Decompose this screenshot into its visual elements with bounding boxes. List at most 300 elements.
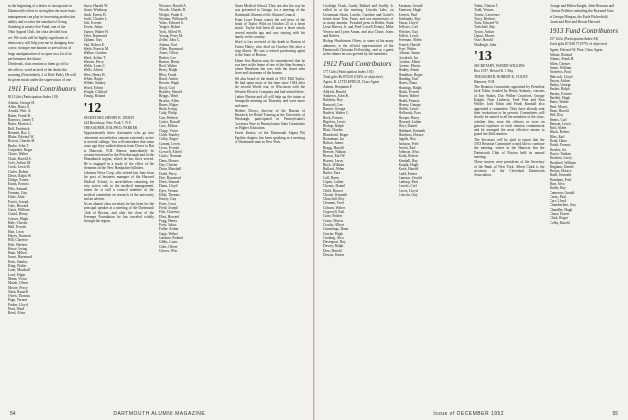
list-item: Everett, Paul	[398, 12, 418, 17]
list-item: Greene, Morris	[398, 64, 421, 69]
list-item: Bell, Roy	[549, 113, 564, 118]
page-number: 54	[10, 411, 16, 417]
list-item: Colby, Roger	[159, 137, 179, 142]
list-item: Fogg, Henry	[159, 218, 178, 223]
list-item: Webb, Louis C.	[83, 64, 106, 69]
list-item: Yates, Edward S.	[159, 21, 184, 26]
list-item: Wood, Edwin	[83, 85, 104, 90]
list-item: Hubbard, Kenneth	[398, 128, 426, 133]
list-item: Crane, Morris	[323, 218, 344, 223]
list-item: Upham, Guy	[83, 38, 103, 43]
list-item: Curtis, Norman	[159, 154, 182, 159]
list-item: Dewey, Ralph	[323, 244, 344, 249]
list-item: Boardman, Ira	[323, 137, 344, 142]
page-number: 55	[612, 411, 618, 417]
list-item: Chase, Ernest	[549, 212, 570, 217]
list-item: Hooper, Harry	[398, 115, 420, 120]
list-item: Young, Perry M.	[159, 34, 183, 39]
list-item: Carr, Lloyd	[549, 199, 567, 204]
list-item: Baker, Frank R.	[8, 113, 31, 118]
left-col-3	[159, 4, 230, 406]
list-item: Cross, Everett	[159, 145, 180, 150]
text-line: TREASURER, ROBERT K. COLBY	[474, 74, 529, 79]
list-item: Moore, Percy	[8, 285, 28, 290]
list-item: Allen, Raymond	[159, 46, 183, 51]
list-item: Frost, Julius	[159, 223, 177, 228]
list-item: Carter, Russell	[159, 120, 181, 125]
list-item: Bigelow, Lewis	[323, 119, 346, 124]
list-item: Owen, Thomas	[8, 294, 30, 299]
list-item: Brown, Charles H.	[8, 139, 35, 144]
list-item: Boyd, Carl	[159, 85, 175, 90]
list-item: Bishop, Ralph	[323, 124, 344, 129]
list-item: Adams, Benjamin F.	[323, 85, 353, 90]
list-item: Bennett, Roy C.	[8, 130, 32, 135]
list-item: Giles, Oliver	[159, 244, 178, 249]
list-item: Downs, Ernest	[323, 253, 345, 258]
list-item: Cone, Robert	[323, 214, 343, 219]
fund-heading-1912: 1912 Fund Contributors	[323, 59, 392, 68]
list-item: Hunt, Milton	[8, 251, 27, 256]
list-item: Gibbs, Louis	[159, 240, 178, 245]
list-item: Fuller, Arthur	[159, 227, 179, 232]
list-item: Ames, Oliver	[159, 51, 179, 56]
agent-block	[550, 42, 621, 52]
list-item: Farrar, Lloyd	[398, 21, 418, 26]
list-item: Barton, Henry	[159, 59, 180, 64]
list-item: Yeager, Robert	[159, 25, 181, 30]
list-item: Wooster, Harold A.	[159, 4, 187, 8]
list-item: Hall, Everett	[8, 225, 27, 230]
text-line: As an alumni class secretary he has been for the principal speaker at a meeting of the Dartmouth Club of Boston, and after the close of the Freeman Foundation he has traveled widely through the region.	[83, 202, 154, 224]
list-item: Allen, Chester	[549, 61, 571, 66]
list-item: Gage, Walter	[159, 231, 178, 236]
list-item: Lane, Marshall	[8, 268, 30, 273]
list-item: Keith, Robert	[398, 154, 419, 159]
list-item: Leavitt, Carl	[398, 184, 417, 189]
list-item: French, Harold	[398, 42, 421, 47]
text-line: Hanover, N.H.	[474, 79, 496, 84]
list-item: Doe, Raymond	[159, 175, 181, 180]
list-item: Woods, Charles D.	[159, 8, 187, 13]
list-item: Bates, Morton L.	[8, 122, 33, 127]
list-item: Tuck, Edward W.	[474, 21, 500, 26]
list-item: Dodd, Percy	[159, 171, 177, 176]
text-line: Total gifts $6,870.00 (104% of objective)	[323, 74, 383, 79]
list-item: Burns, Edgar	[159, 102, 178, 107]
list-item: Graves, Hugh	[8, 216, 28, 221]
list-item: Conant, Lewis	[159, 141, 180, 146]
list-item: Jewett, Earl	[398, 145, 416, 150]
list-item: Lathrop, Paul	[398, 180, 419, 185]
list-item: Aldrich, Harold	[323, 89, 346, 94]
text-line: Agent, Edward W. Pine, Class Agent	[549, 47, 603, 52]
text-line: Word is fort received of the death in Boston of Ernest Haley, who died on October 6th after a long illness. He was a retired purchasing agent of the State of Boston.	[234, 40, 305, 58]
list-item: Hutchins, Horace	[398, 132, 424, 137]
text-line: at George Morgan, the Earle Bickerfield,	[549, 14, 609, 19]
list-item: Estes, Leon	[159, 201, 176, 206]
list-item: Bryant, Leroy	[323, 158, 344, 163]
text-line: ability and so raise the standard of living.	[8, 19, 68, 24]
left-col-4	[235, 4, 306, 406]
list-item: Cutler, Robert	[8, 169, 29, 174]
list-item: Brown, Earl W.	[323, 154, 346, 159]
list-item: Bacon, Arthur	[549, 78, 570, 83]
list-item: Parker, Lloyd	[8, 302, 28, 307]
text-line: Agent, R. LITTLEFIELD, Class Agent	[323, 80, 380, 85]
class-year-heading: '13	[474, 48, 492, 64]
list-item: Bates, Walter	[549, 100, 569, 105]
list-item: Knox, Harold	[398, 167, 419, 172]
list-item: Carpenter, Roger	[8, 148, 33, 153]
class-notes	[323, 4, 394, 57]
fund-heading-1911: 1911 Fund Contributors	[8, 85, 76, 94]
list-item: Black, Robert	[549, 130, 570, 135]
list-item: Cushing, Alva	[323, 235, 344, 240]
text-line: These seniors were presidents of the Secretary of the Bank of New York. Albert Clark is the secretary of the Cleveland Dartmouth Association.	[474, 160, 545, 178]
list-item: Crosby, Albert	[323, 222, 344, 227]
list-item: Stark, Ernest D.	[83, 12, 107, 17]
list-item: Johnson, Alva	[398, 150, 419, 155]
text-line: Luther Burton and all will help up the trains at Annapolis meeting on Thursday and were more and more.	[234, 94, 305, 108]
list-item: Field, Joseph	[159, 205, 178, 210]
text-line: Grant and Bert and Bexon Harvard.	[549, 19, 601, 24]
list-item: Tyson, Arthur	[474, 29, 494, 34]
list-item: Bartlett, Walter C.	[323, 111, 350, 116]
list-item: West, Henry B.	[83, 72, 106, 77]
list-item: Bowen, Hugh	[159, 81, 179, 86]
list-item: Hobbs, Lewis	[398, 107, 419, 112]
list-item: Clark, Harold S.	[8, 156, 32, 161]
list-item: Ingalls, Roy	[398, 137, 417, 142]
list-item: Babcock, Lloyd	[549, 74, 573, 79]
text-line: TREASURER, RALPH D. PARKER	[83, 126, 138, 131]
list-item: Gates, William	[8, 208, 30, 213]
list-item: Barker, Ralph	[549, 87, 570, 92]
left-footer	[10, 411, 303, 417]
list-item: Dow, Harold	[323, 248, 342, 253]
text-line: Herbert Drews, director of the Bureau of Research for Retail Training at the University of Pittsburgh, participated in Pennsylvania's Governor Fine to Pennsylvania State Committee on Higher Education.	[234, 108, 305, 131]
list-item: Hatch, Everett	[398, 89, 420, 94]
list-item: Barnes, Everett	[549, 91, 572, 96]
list-item: Wade, Francis M.	[83, 46, 109, 51]
list-item: Child, Horace	[323, 188, 344, 193]
class-notes	[474, 85, 545, 177]
left-col-1	[8, 4, 79, 406]
list-item: Bragg, Harold	[323, 145, 344, 150]
list-item: Fairbanks, Roy	[398, 16, 421, 21]
list-item: Mann, Victor	[8, 276, 28, 281]
text-line: Coolidge Clark, Guedy Ballard and Gadfly Jr. called in at the meeting. Lincoln Labs, on Lieutenant Sloan, Laredo, Caroline and Gattie's return from Tem. Freas, and our anniversary of so many months. Tweaked pens at Berlin, Saint Lieut Harvey Jr. and Fred Lowell Eventy, Mike Yerrow and Lyme Arnan, and also Chase, Jones and Robert.	[323, 4, 394, 39]
text-line: The Secretary will be glad to report that the 1913 Reunion Committee would like to continue the meeting, where in the Hanover Inn the Dartmouth Club of Boston held its annual meeting.	[474, 137, 545, 159]
list-item: Gale, Howard	[8, 203, 29, 208]
list-item: Briggs, Ward	[159, 94, 179, 99]
text-line: Erwin Kniess, of the Dartmouth Sigma Phi Epsilon chapter, has been speaking at a meeting of Dartmouth men in New York.	[234, 131, 305, 144]
text-line: the officer, word arrived of the death this	[8, 67, 67, 72]
list-item: Tower, Julius	[83, 25, 103, 30]
list-item: Bartlett, Hugh	[549, 96, 571, 101]
list-item: Blanchard, Roger	[323, 132, 349, 137]
agent-block	[323, 75, 394, 85]
list-item: Ames, William	[549, 65, 572, 70]
fund-heading-1913: 1913 Fund Contributors	[549, 27, 618, 36]
list-item: Burke, John T.	[8, 143, 30, 148]
list-item: Wright, Frank A.	[159, 12, 184, 17]
text-line: be given much under the supervision of one.	[8, 78, 72, 83]
list-item: Howe, Irving	[8, 246, 28, 251]
list-item: Day, Chester	[159, 162, 178, 167]
list-item: Dean, Marshall	[159, 167, 182, 172]
list-item: Hamilton, Roger	[398, 72, 423, 77]
list-item: York, Alfred W.	[159, 29, 182, 34]
list-item: Cook, Lewis B.	[8, 165, 31, 170]
list-item: Bird, Alden	[549, 126, 567, 131]
list-item: Brewer, Nathan	[323, 149, 346, 154]
text-line: Standing at ninety-five Fund, one of the	[8, 25, 66, 30]
list-item: Cady, Philip	[159, 111, 177, 116]
list-item: Taft, Everett	[83, 21, 102, 26]
list-item: Knight, Hugh	[398, 162, 419, 167]
text-line: large amalgamation of us spun on a lot of its	[8, 51, 72, 56]
list-item: Nash, Russell	[8, 289, 28, 294]
list-item: Farnum, Guy	[8, 190, 28, 195]
list-item: King, Walter	[8, 264, 27, 269]
text-line: in the beginning of a desire to incorporate in	[8, 4, 72, 8]
list-item: Ward, Arthur T.	[83, 55, 107, 60]
contributor-list	[550, 53, 621, 225]
list-item: Cummings, Dana	[323, 227, 349, 232]
list-item: Bowles, Ira	[549, 147, 567, 152]
list-item: Goodrich, Ira	[398, 55, 418, 60]
list-item: Holbrook, Ezra	[398, 111, 421, 116]
list-item: Twitchell, Ray	[474, 25, 496, 30]
list-item: Bliss, Frank	[159, 72, 177, 77]
right-page	[315, 0, 628, 420]
list-item: Eastman, Gerald	[398, 4, 423, 8]
list-item: Stone, Winthrop	[83, 8, 108, 13]
list-item: Clark, Roger	[549, 216, 569, 221]
list-item: Towne, Lawrence	[474, 12, 500, 17]
list-item: Davis, Ralph W.	[8, 173, 32, 178]
list-item: Colby, Harold	[549, 220, 570, 225]
text-line: performance the future.	[8, 56, 42, 61]
list-item: Jackson, Fred	[398, 141, 419, 146]
list-item: Cobb, Stanley	[159, 132, 180, 137]
list-item: Fisk, Clarence	[159, 210, 180, 215]
list-item: Hayes, Norman	[8, 233, 31, 238]
text-line: SECRETARY, HENRY K. URION	[83, 115, 135, 120]
list-item: Cass, Milton	[159, 124, 178, 129]
list-item: Young, Roland	[83, 94, 106, 99]
list-item: Pratt, Ward	[8, 307, 25, 311]
class-notes	[84, 131, 155, 223]
list-item: Currier, Hugh	[323, 231, 344, 236]
text-line: democracy will help join me in changing how	[8, 41, 74, 46]
list-item: Benson, Lewis	[549, 121, 571, 126]
list-item: Chamberlain, Guy	[549, 203, 577, 208]
contributor-list	[323, 85, 394, 257]
list-item: Drew, Samuel	[159, 180, 180, 185]
list-item: Reed, Alvin	[8, 311, 26, 316]
text-line: Clarion Pelletier attending the Boynard Gate	[549, 9, 614, 14]
list-item: Lewis, Lloyd	[398, 188, 418, 193]
text-line: 244 Broadway, New York 7, N.Y.	[83, 120, 132, 125]
list-item: Hill, Clarence	[8, 238, 29, 243]
list-item: Bemis, Carl	[549, 117, 567, 122]
list-item: Walker, Gordon	[83, 51, 107, 56]
text-line: Lebanon News Corp, who retired last June from the post of business manager of the Harvard Medical School, is nevertheless returning his very active role in the medical management, where he is still a council member of the medical committee on research of the university and an adviser.	[83, 171, 154, 201]
list-item: Dodge, Ernest	[8, 178, 29, 183]
list-item: Tobin, Clinton T.	[474, 4, 499, 8]
intro-text	[550, 4, 621, 24]
text-line: SECRETARY, WARDE WILKINS	[474, 63, 525, 68]
list-item: Boyce, Nathan	[549, 151, 571, 156]
list-item: Hart, Leon	[8, 229, 24, 234]
list-item: Churchill, Roy	[323, 197, 345, 202]
list-item: Tracy, Herbert	[474, 16, 495, 21]
list-item: Bradley, Harold	[159, 89, 182, 94]
list-item: Gardner, Roland	[159, 236, 183, 241]
list-item: Frye, Walter	[398, 46, 417, 51]
list-item: White, Roger	[83, 77, 103, 82]
list-item: Adams, George H.	[8, 100, 35, 105]
right-footer	[325, 411, 618, 417]
list-item: Bell, Frederick	[8, 126, 30, 131]
intro-text	[8, 4, 79, 61]
list-item: Hadley, Frank	[398, 68, 419, 73]
right-col-4	[550, 4, 621, 406]
list-item: Buell, Kenneth	[549, 173, 572, 178]
list-item: Gould, Henry	[8, 212, 28, 217]
text-line: Box 1057, Bristol R. 1 Bay	[474, 69, 514, 74]
list-item: Brooks, Allen	[159, 98, 179, 103]
list-item: Hale, Chester	[8, 221, 28, 226]
list-item: Buck, William	[323, 162, 344, 167]
list-item: Swift, Charles L.	[83, 16, 109, 21]
fund-subhead-1911: $13 Gifts (Participation Index 119)	[8, 95, 59, 100]
list-item: Adams, Earl	[159, 42, 177, 47]
list-item: Gordon, Albert	[398, 59, 421, 64]
list-item: Cheney, Daniel	[323, 184, 346, 189]
list-item: Zeller, John C.	[159, 38, 181, 43]
list-item: Foster, Joseph	[8, 199, 29, 204]
list-item: Chandler, Hugh	[549, 207, 573, 212]
list-item: Bliss, Earl	[549, 134, 565, 139]
text-line: a new, stronger mechanism to prevail out of	[8, 46, 72, 51]
contributor-list	[8, 101, 79, 316]
secretary-block	[474, 64, 545, 84]
list-item: Vose, Harold	[474, 38, 493, 43]
list-item: Bailey, George	[549, 83, 571, 88]
text-line: Elmer Jess Barton may be remembered that he was here at the home of one of the Stan Swamp's where Burnham Inn was with the finest men there and chairman of the bureau.	[234, 58, 305, 76]
list-item: Choate, Kenneth	[323, 192, 348, 197]
list-item: Bolton, James	[323, 141, 344, 146]
list-item: Bancroft, Lee	[323, 102, 343, 107]
contributor-list	[84, 4, 155, 99]
list-item: Davenport, Ray	[323, 240, 346, 245]
intro-text-2	[8, 62, 79, 82]
list-item: Holt, Herbert	[8, 242, 28, 247]
list-item: Barrows, James T.	[8, 117, 35, 122]
class-year-heading: '12	[83, 100, 102, 116]
list-item: Capen, Luther	[323, 179, 344, 184]
text-line: morning (Novemberly 2 of Dole Park). He will	[8, 72, 76, 77]
list-item: Glover, Wm.	[159, 248, 178, 253]
list-item: Bullard, Alden	[323, 167, 345, 172]
list-item: Baldwin, Roy	[323, 98, 343, 103]
list-item: Berry, Ralph	[159, 68, 178, 73]
list-item: Cameron, Gerald	[549, 190, 575, 195]
text-line: George and Helen Knight, John Reeseau and	[549, 4, 615, 8]
list-item: Coburn, Walter	[323, 205, 346, 210]
list-item: Barrett, George	[323, 106, 346, 111]
list-item: Hazen, Walter	[398, 94, 419, 99]
list-item: Dyer, Vernon	[159, 188, 179, 193]
list-item: Howard, Luther	[398, 120, 422, 125]
text-line: Ames Medical School. They are also the way he was presented to Ginago for a meeting of the Dartmouth Alumni of the Alumni Council.	[234, 4, 305, 17]
list-item: Follett, Lewis	[398, 34, 419, 39]
list-item: Wells, Alfred	[83, 68, 103, 73]
text-line: we. We work will be highly significant of	[8, 35, 68, 40]
list-item: Lamson, Gerald	[398, 175, 422, 180]
list-item: Wyman, William H.	[159, 16, 188, 21]
left-col-2	[84, 4, 155, 406]
list-item: Eddy, Thomas	[159, 193, 180, 198]
list-item: Crowell, Alfred	[159, 150, 182, 155]
text-line: Bishop Hutchinson Oliver, to some of his many admirers, is the official representative of the Dartmouth Christian Fellowship, and as a guest at the dinner he was greeted by the members.	[323, 39, 394, 57]
list-item: Blake, Edward W.	[8, 135, 35, 140]
list-item: Fellows, Carl	[398, 25, 418, 30]
list-item: Bond, Dana	[549, 139, 567, 144]
list-item: Flint, Howard	[159, 214, 180, 219]
list-item: Fletcher, Guy	[398, 29, 419, 34]
list-item: Bradford, William	[549, 160, 576, 165]
text-line: management can play in increasing production	[8, 14, 76, 19]
list-item: Gilman, James	[398, 51, 420, 56]
list-item: Heald, Francis	[398, 98, 420, 103]
list-item: Clement, Fred	[323, 201, 344, 206]
text-line: From Lowe Evans comes the sad news of the death of Taylor Wild on October 25 of a heart attack. Taylor had been ill since a heart attack several months ago and was staying with his family in the country.	[234, 17, 305, 40]
list-item: Andrews, Paul	[549, 70, 571, 75]
contributor-list	[474, 4, 545, 47]
right-col-3	[474, 4, 545, 406]
list-item: Snow, Harold W.	[83, 4, 109, 8]
list-item: Carey, Paul	[549, 194, 567, 199]
text-line: Approximately three classmates who go into retirement nevertheless remain extremely active in several callings. You will remember that some years ago they walked almost from Dover to Bar in Hancock, N.H. Almost immediately he became interested in the Peterborough and in the Monadnock region, which he has since served. He is engaged in a study of the effect of the elements on the New Hampshire hillsides.	[83, 131, 154, 170]
list-item: Brown, Horace	[549, 169, 572, 174]
list-item: Andrews, John R.	[323, 94, 349, 99]
list-item: Brigham, Daniel	[549, 164, 574, 169]
list-item: Harris, Dana	[398, 81, 417, 86]
list-item: Dana, Horace	[159, 158, 179, 163]
list-item: Cole, Arthur M.	[8, 160, 31, 165]
list-item: Dunn, Lloyd	[159, 184, 178, 189]
list-item: Allen, Harry S.	[8, 105, 30, 110]
list-item: Blair, Charles	[323, 128, 343, 133]
right-col-2	[399, 4, 470, 406]
list-item: Freeman, Alden	[398, 38, 422, 43]
list-item: Clapp, Victor	[159, 128, 179, 133]
list-item: Burr, Alva	[549, 181, 565, 186]
list-item: Wadleigh, John	[474, 42, 497, 47]
list-item: Marsh, Oliver	[8, 281, 29, 286]
list-item: Ellis, Samuel	[8, 186, 28, 191]
list-item: Hastings, Ralph	[398, 85, 422, 90]
list-item: Hersey, George	[398, 102, 421, 107]
list-item: Emery, Guy	[159, 197, 177, 202]
issue-date: Issue of DECEMBER 1952	[433, 411, 505, 417]
list-item: Carr, Herbert	[159, 115, 179, 120]
